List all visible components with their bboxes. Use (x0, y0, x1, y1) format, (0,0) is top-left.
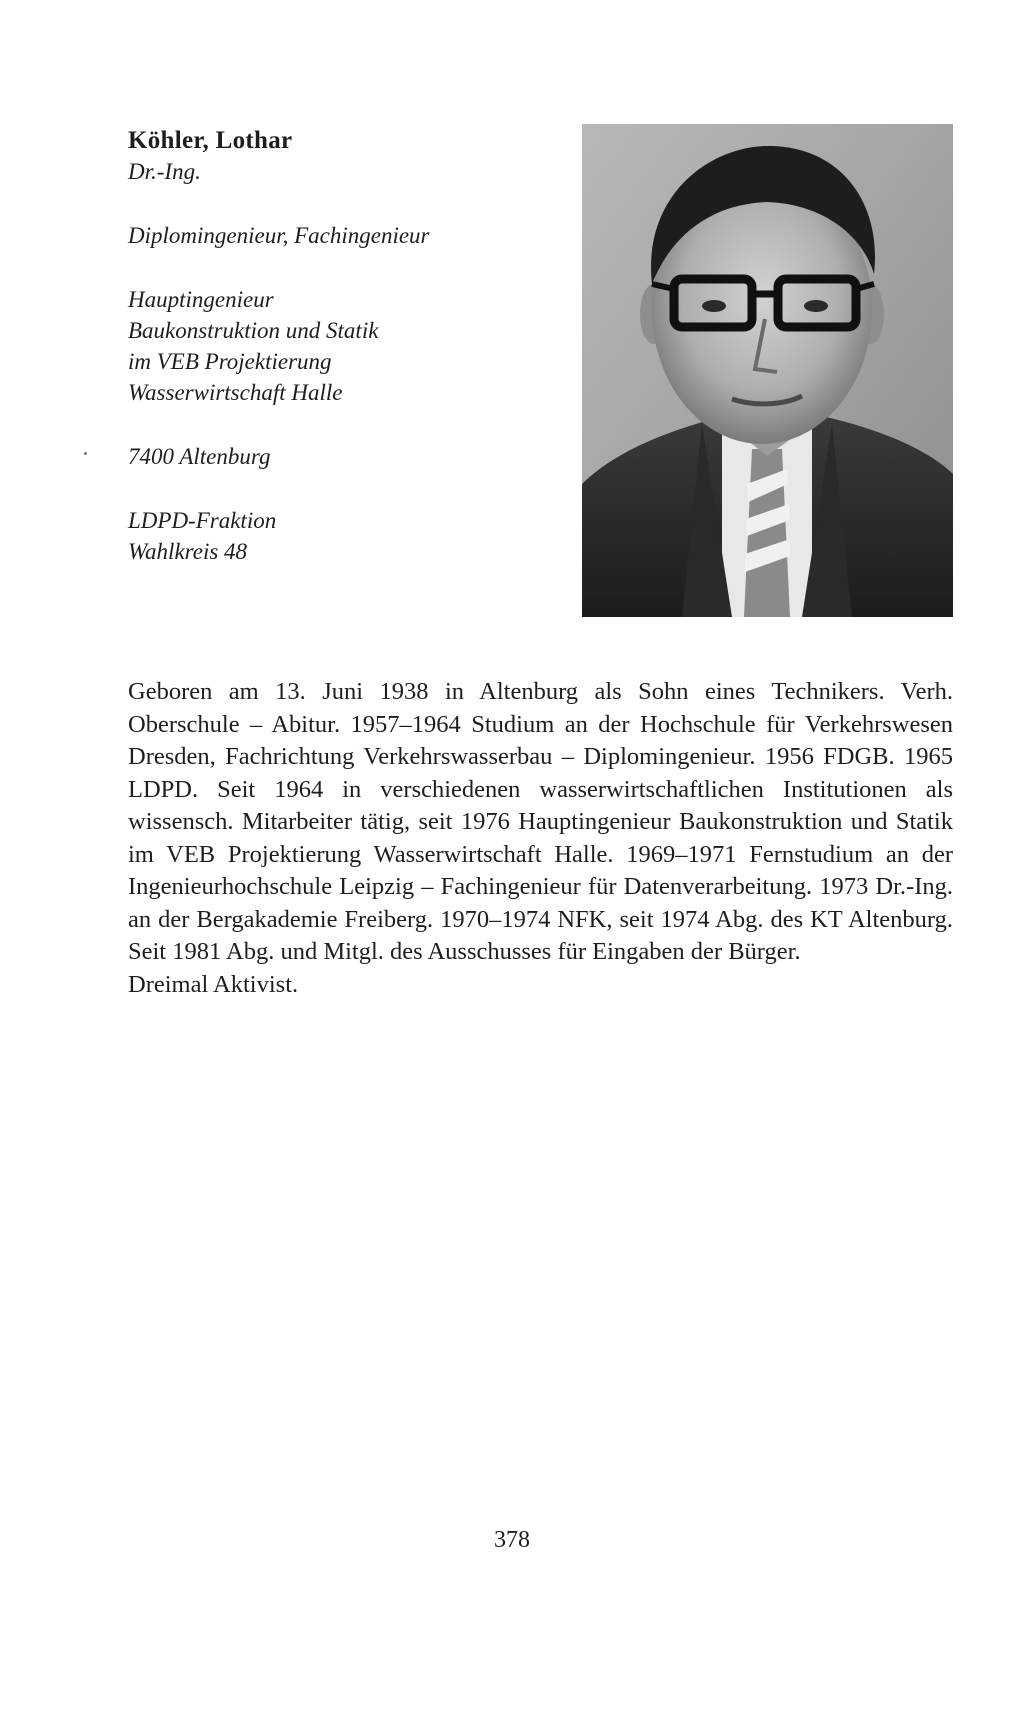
faction: LDPD-Fraktion (128, 508, 277, 533)
honors-text: Dreimal Aktivist. (128, 970, 299, 998)
biography (128, 676, 953, 1001)
qualification: Diplomingenieur, Fachingenieur (128, 223, 430, 248)
position-line: Baukonstruktion und Statik (128, 318, 379, 343)
position-block (128, 284, 568, 408)
biography-text: Geboren am 13. Juni 1938 in Altenburg als Sohn eines Technikers. Verh. Oberschule – Abitur. 1957–1964 Studium an der Hochschule für Verkehrswesen Dresden, Fachrichtung Verkehrswasserbau – Diplomingenieur. 1956 FDGB. 1965 LDPD. Seit 1964 in verschiedenen wasserwirtschaftlichen Institutionen als wissensch. Mitarbeiter tätig, seit 1976 Hauptingenieur Baukonstruktion und Statik im VEB Projektierung Wasserwirtschaft Halle. 1969–1971 Fernstudium an der Ingenieurhochschule Leipzig – Fachingenieur für Datenverarbeitung. 1973 Dr.-Ing. an der Bergakademie Freiberg. 1970–1974 NFK, seit 1974 Abg. des KT Altenburg. Seit 1981 Abg. und Mitgl. des Ausschusses für Eingaben der Bürger. (128, 678, 953, 965)
page-number: 378 (494, 1527, 530, 1553)
person-name: Köhler, Lothar (128, 127, 293, 154)
constituency: Wahlkreis 48 (128, 539, 248, 564)
location-block (128, 441, 568, 472)
location: 7400 Altenburg (128, 444, 271, 469)
academic-title: Dr.-Ing. (128, 159, 201, 184)
faction-block (128, 505, 568, 567)
entry-header (128, 126, 568, 567)
position-line: Wasserwirtschaft Halle (128, 380, 343, 405)
scan-speck (84, 452, 87, 455)
position-line: Hauptingenieur (128, 287, 274, 312)
portrait-photo (582, 124, 953, 617)
portrait-photo-icon (582, 124, 953, 617)
qualification-block (128, 220, 568, 251)
position-line: im VEB Projektierung (128, 349, 332, 374)
